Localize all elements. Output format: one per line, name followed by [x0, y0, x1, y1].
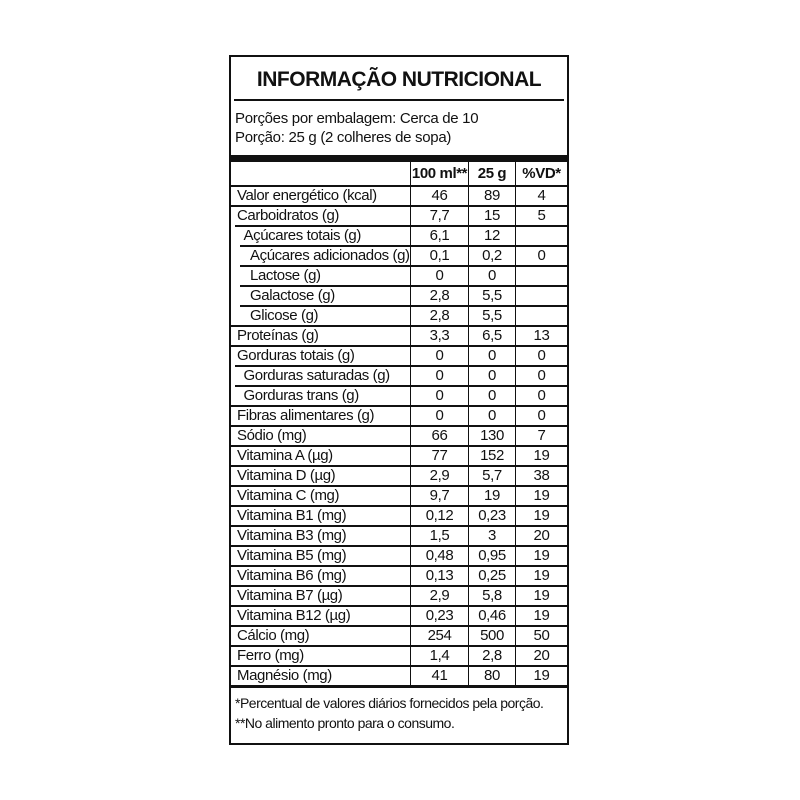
table-row — [231, 625, 567, 645]
value-percent-vd: 13 — [515, 325, 567, 345]
table-row — [231, 345, 567, 365]
nutrient-name: Vitamina B3 (mg) — [237, 526, 347, 544]
value-percent-vd: 50 — [515, 625, 567, 645]
value-per-100ml: 254 — [410, 625, 468, 645]
table-row — [231, 265, 567, 285]
value-percent-vd: 0 — [515, 345, 567, 365]
table-row — [231, 425, 567, 445]
value-percent-vd: 0 — [515, 245, 567, 265]
value-per-100ml: 0 — [410, 265, 468, 285]
value-per-100ml: 77 — [410, 445, 468, 465]
value-per-25g: 130 — [468, 425, 515, 445]
value-per-100ml: 2,8 — [410, 285, 468, 305]
value-per-25g: 0 — [468, 265, 515, 285]
table-body — [231, 185, 567, 685]
table-row — [231, 245, 567, 265]
value-per-25g: 5,5 — [468, 285, 515, 305]
nutrient-name: Glicose (g) — [250, 306, 319, 324]
value-per-25g: 6,5 — [468, 325, 515, 345]
value-percent-vd: 0 — [515, 385, 567, 405]
value-per-100ml: 7,7 — [410, 205, 468, 225]
value-percent-vd: 38 — [515, 465, 567, 485]
value-per-25g: 89 — [468, 185, 515, 205]
nutrient-name: Vitamina B6 (mg) — [237, 566, 347, 584]
nutrient-name: Fibras alimentares (g) — [237, 406, 375, 424]
nutrient-name: Lactose (g) — [250, 266, 321, 284]
value-percent-vd: 4 — [515, 185, 567, 205]
value-per-100ml: 66 — [410, 425, 468, 445]
nutrient-name: Magnésio (mg) — [237, 666, 332, 684]
value-percent-vd: 19 — [515, 445, 567, 465]
nutrient-name: Valor energético (kcal) — [237, 186, 377, 204]
nutrient-name: Vitamina C (mg) — [237, 486, 340, 504]
value-per-25g: 0,95 — [468, 545, 515, 565]
table-row — [231, 645, 567, 665]
value-percent-vd: 19 — [515, 605, 567, 625]
value-per-25g: 2,8 — [468, 645, 515, 665]
nutrient-name: Gorduras saturadas (g) — [243, 366, 390, 384]
table-header-bar — [231, 155, 567, 162]
value-percent-vd: 0 — [515, 405, 567, 425]
value-per-25g: 80 — [468, 665, 515, 685]
nutrient-name: Vitamina B1 (mg) — [237, 506, 347, 524]
table-row — [231, 285, 567, 305]
value-percent-vd: 19 — [515, 585, 567, 605]
serving-size: Porção: 25 g (2 colheres de sopa) — [235, 129, 452, 146]
value-per-100ml: 6,1 — [410, 225, 468, 245]
table-row — [231, 385, 567, 405]
value-per-25g: 0 — [468, 345, 515, 365]
value-percent-vd: 19 — [515, 505, 567, 525]
column-header-vd: %VD* — [515, 162, 567, 185]
nutrient-name: Sódio (mg) — [237, 426, 307, 444]
value-percent-vd: 19 — [515, 565, 567, 585]
column-header-nutrient — [231, 162, 410, 185]
value-per-100ml: 1,4 — [410, 645, 468, 665]
value-per-25g: 500 — [468, 625, 515, 645]
nutrient-name: Açúcares totais (g) — [243, 226, 361, 244]
value-per-25g: 5,5 — [468, 305, 515, 325]
value-percent-vd: 0 — [515, 365, 567, 385]
table-row — [231, 665, 567, 685]
value-per-25g: 0,23 — [468, 505, 515, 525]
table-row — [231, 365, 567, 385]
value-per-100ml: 3,3 — [410, 325, 468, 345]
nutrient-name: Proteínas (g) — [237, 326, 319, 344]
value-per-25g: 3 — [468, 525, 515, 545]
value-per-100ml: 2,9 — [410, 585, 468, 605]
value-percent-vd — [515, 285, 567, 305]
value-per-25g: 152 — [468, 445, 515, 465]
value-percent-vd: 19 — [515, 485, 567, 505]
value-per-25g: 0,46 — [468, 605, 515, 625]
table-row — [231, 585, 567, 605]
value-per-100ml: 41 — [410, 665, 468, 685]
value-per-100ml: 9,7 — [410, 485, 468, 505]
table-row — [231, 445, 567, 465]
value-percent-vd: 19 — [515, 665, 567, 685]
value-per-100ml: 0 — [410, 405, 468, 425]
value-percent-vd — [515, 305, 567, 325]
nutrient-name: Vitamina A (µg) — [237, 446, 333, 464]
table-row — [231, 565, 567, 585]
value-per-25g: 0,2 — [468, 245, 515, 265]
nutrition-label — [229, 55, 569, 745]
value-per-100ml: 0,1 — [410, 245, 468, 265]
value-per-25g: 15 — [468, 205, 515, 225]
value-per-100ml: 2,8 — [410, 305, 468, 325]
value-percent-vd: 20 — [515, 645, 567, 665]
footnotes — [231, 688, 567, 733]
nutrient-name: Ferro (mg) — [237, 646, 304, 664]
value-per-100ml: 0,13 — [410, 565, 468, 585]
value-per-25g: 5,7 — [468, 465, 515, 485]
value-percent-vd: 5 — [515, 205, 567, 225]
footnote-vd-definition: *Percentual de valores diários fornecidos pela porção. — [235, 695, 544, 711]
value-per-25g: 0 — [468, 385, 515, 405]
nutrient-name: Gorduras trans (g) — [243, 386, 359, 404]
value-per-100ml: 0 — [410, 365, 468, 385]
value-per-100ml: 0 — [410, 385, 468, 405]
value-per-25g: 0 — [468, 365, 515, 385]
table-row — [231, 485, 567, 505]
value-per-25g: 19 — [468, 485, 515, 505]
value-percent-vd: 7 — [515, 425, 567, 445]
value-percent-vd: 20 — [515, 525, 567, 545]
nutrient-name: Vitamina B7 (µg) — [237, 586, 343, 604]
value-per-100ml: 1,5 — [410, 525, 468, 545]
table-row — [231, 505, 567, 525]
nutrient-name: Gorduras totais (g) — [237, 346, 355, 364]
footnote-prepared-food: **No alimento pronto para o consumo. — [235, 715, 455, 731]
table-row — [231, 305, 567, 325]
nutrient-name: Vitamina B5 (mg) — [237, 546, 347, 564]
value-per-100ml: 46 — [410, 185, 468, 205]
table-row — [231, 225, 567, 245]
nutrient-name: Cálcio (mg) — [237, 626, 310, 644]
nutrient-name: Açúcares adicionados (g) — [250, 246, 410, 264]
table-row — [231, 545, 567, 565]
value-per-25g: 0,25 — [468, 565, 515, 585]
table-row — [231, 185, 567, 205]
value-per-100ml: 2,9 — [410, 465, 468, 485]
value-per-100ml: 0,48 — [410, 545, 468, 565]
nutrient-name: Vitamina D (µg) — [237, 466, 336, 484]
nutrient-name: Carboidratos (g) — [237, 206, 339, 224]
value-per-100ml: 0 — [410, 345, 468, 365]
value-per-25g: 12 — [468, 225, 515, 245]
value-percent-vd — [515, 265, 567, 285]
serving-info — [231, 101, 567, 155]
nutrition-label-title: INFORMAÇÃO NUTRICIONAL — [256, 68, 542, 91]
value-per-25g: 5,8 — [468, 585, 515, 605]
value-percent-vd: 19 — [515, 545, 567, 565]
value-percent-vd — [515, 225, 567, 245]
servings-per-package: Porções por embalagem: Cerca de 10 — [235, 110, 479, 127]
table-row — [231, 325, 567, 345]
column-header-25g: 25 g — [468, 162, 515, 185]
value-per-100ml: 0,23 — [410, 605, 468, 625]
table-row — [231, 605, 567, 625]
value-per-25g: 0 — [468, 405, 515, 425]
table-row — [231, 525, 567, 545]
column-header-100ml: 100 ml** — [410, 162, 468, 185]
table-row — [231, 465, 567, 485]
nutrient-name: Galactose (g) — [250, 286, 335, 304]
table-row — [231, 405, 567, 425]
nutrient-name: Vitamina B12 (µg) — [237, 606, 351, 624]
table-header-row — [231, 162, 567, 185]
value-per-100ml: 0,12 — [410, 505, 468, 525]
table-row — [231, 205, 567, 225]
